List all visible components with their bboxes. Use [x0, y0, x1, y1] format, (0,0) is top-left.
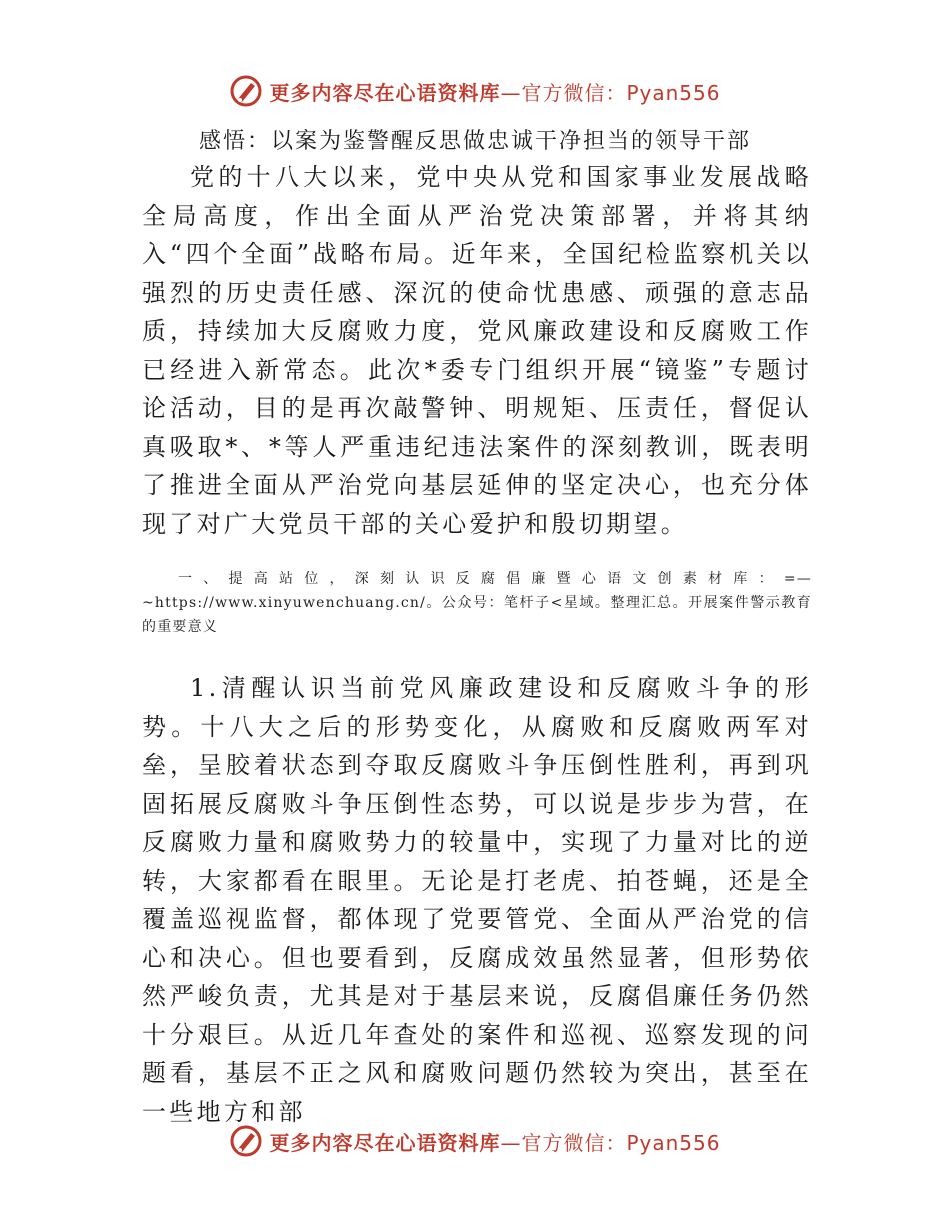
pen-logo-icon — [229, 74, 263, 108]
paragraph-1: 党的十八大以来，党中央从党和国家事业发展战略全局高度，作出全面从严治党决策部署，并将其纳入“四个全面”战略布局。近年来，全国纪检监察机关以强烈的历史责任感、深沉的使命忧患感、顽强的意志品质，持续加大反腐败力度，党风廉政建设和反腐败工作已经进入新常态。此次*委专门组织开展“镜鉴”专题讨论活动，目的是再次敲警钟、明规矩、压责任，督促认真吸取*、*等人严重违纪违法案件的深刻教训，既表明了推进全面从严治党向基层延伸的坚定决心，也充分体现了对广大党员干部的关心爱护和殷切期望。 — [142, 163, 812, 538]
paragraph-2: 1.清醒认识当前党风廉政建设和反腐败斗争的形势。十八大之后的形势变化，从腐败和反腐败两军对垒，呈胶着状态到夺取反腐败斗争压倒性胜利，再到巩固拓展反腐败斗争压倒性态势，可以说是步步为营，在反腐败力量和腐败势力的较量中，实现了力量对比的逆转，大家都看在眼里。无论是打老虎、拍苍蝇，还是全覆盖巡视监督，都体现了党要管党、全面从严治党的信心和决心。但也要看到，反腐成效虽然显著，但形势依然严峻负责，尤其是对于基层来说，反腐倡廉任务仍然十分艰巨。从近几年查处的案件和巡视、巡察发现的问题看，基层不正之风和腐败问题仍然较为突出，甚至在一些地方和部 — [142, 674, 812, 1126]
pen-logo-icon — [229, 1124, 263, 1158]
document-title: 感悟：以案为鉴警醒反思做忠诚干净担当的领导干部 — [198, 129, 751, 154]
footer-banner — [0, 1121, 950, 1161]
banner-text: 更多内容尽在心语资料库—官方微信：Pyan556 — [269, 80, 721, 105]
section-heading-note: 一、提高站位，深刻认识反腐倡廉暨心语文创素材库：=—~https://www.xinyuwenchuang.cn/。公众号：笔杆子<星域。整理汇总。开展案件警示教育的重要意义 — [142, 571, 812, 635]
header-banner — [0, 71, 950, 111]
banner-text: 更多内容尽在心语资料库—官方微信：Pyan556 — [269, 1130, 721, 1155]
